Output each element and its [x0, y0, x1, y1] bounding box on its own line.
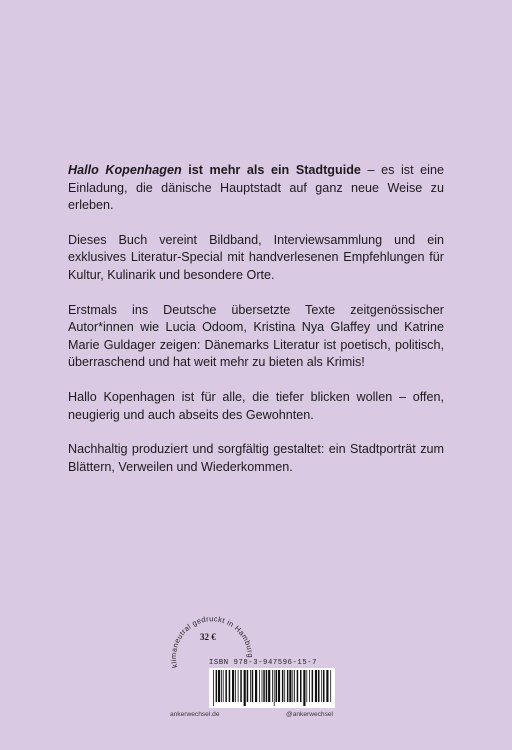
- book-title: Hallo Kopenhagen: [68, 163, 182, 177]
- barcode-bar: [244, 670, 246, 706]
- barcode-bar: [225, 670, 227, 702]
- blurb-paragraph-3: Erstmals ins Deutsche übersetzte Texte zeitgenössischer Autor*innen wie Lucia Odoom, Kristina Nya Glaffey und Katrine Marie Guldager zeigen: Dänemarks Literatur ist poetisch, politisch, überraschend und hat weit mehr zu bieten als Krimis!: [68, 302, 444, 370]
- barcode-bar: [297, 670, 299, 702]
- publisher-website: ankerwechsel.de: [170, 711, 220, 718]
- barcode-bar: [274, 670, 275, 706]
- barcode-bar: [216, 670, 218, 702]
- barcode: [209, 668, 335, 708]
- barcode-bar: [276, 670, 278, 702]
- barcode-bar: [240, 670, 242, 702]
- barcode-bar: [266, 670, 268, 702]
- barcode-bar: [309, 670, 310, 702]
- barcode-bar: [282, 670, 284, 702]
- barcode-bar: [287, 670, 289, 702]
- barcode-bar: [321, 670, 322, 702]
- barcode-bar: [229, 670, 231, 702]
- barcode-bar: [263, 670, 265, 702]
- barcode-bar: [247, 670, 249, 702]
- barcode-bar: [250, 670, 251, 702]
- barcode-bar: [303, 670, 305, 706]
- seal-text: klimaneutral gedruckt in Hamburg: [168, 614, 256, 669]
- blurb-paragraph-1: [68, 162, 444, 215]
- price-label: 32 €: [200, 632, 216, 642]
- barcode-bar: [294, 670, 295, 702]
- blurb-paragraph-4: Hallo Kopenhagen ist für alle, die tiefer blicken wollen – offen, neugierig und auch abseits des Gewohnten.: [68, 389, 444, 422]
- barcode-bar: [223, 670, 224, 702]
- barcode-bar: [235, 670, 236, 702]
- barcode-bar: [315, 670, 317, 702]
- blurb-lead-bold: ist mehr als ein Stadtguide: [181, 163, 361, 177]
- barcode-bar: [221, 670, 222, 702]
- barcode-bar: [292, 670, 293, 702]
- barcode-bar: [323, 670, 325, 702]
- barcode-bar: [272, 670, 273, 702]
- barcode-bar: [252, 670, 254, 702]
- barcode-bar: [312, 670, 314, 702]
- barcode-bar: [262, 670, 263, 702]
- barcode-bar: [330, 670, 331, 702]
- blurb-lead-text: – es ist eine Einladung, die dänische Hauptstadt auf ganz neue Weise zu erleben.: [68, 163, 444, 213]
- barcode-bar: [268, 670, 270, 702]
- barcode-bar: [306, 670, 307, 702]
- barcode-bar: [238, 670, 239, 702]
- barcode-bar: [213, 670, 214, 706]
- blurb-paragraph-2: Dieses Buch vereint Bildband, Interviewsammlung und ein exklusives Literatur-Special mit handverlesenen Empfehlungen für Kultur, Kulinarik und besondere Orte.: [68, 232, 444, 282]
- barcode-bar: [284, 670, 285, 702]
- barcode-bar: [218, 670, 220, 702]
- barcode-bar: [326, 670, 328, 702]
- barcode-bar: [259, 670, 260, 702]
- barcode-bar: [318, 670, 320, 702]
- blurb-paragraph-5: Nachhaltig produziert und sorgfältig gestaltet: ein Stadtporträt zum Blättern, Verweilen und Wiederkommen.: [68, 442, 444, 474]
- barcode-bar: [300, 670, 302, 702]
- publisher-handle: @ankerwechsel: [286, 711, 334, 718]
- barcode-bar: [255, 670, 257, 702]
- barcode-block: [209, 658, 335, 708]
- barcode-bar: [289, 670, 291, 702]
- barcode-bar: [232, 670, 234, 702]
- back-cover-blurb: [68, 162, 444, 493]
- barcode-bar: [278, 670, 280, 702]
- isbn-text: ISBN 978-3-947596-15-7: [209, 659, 318, 667]
